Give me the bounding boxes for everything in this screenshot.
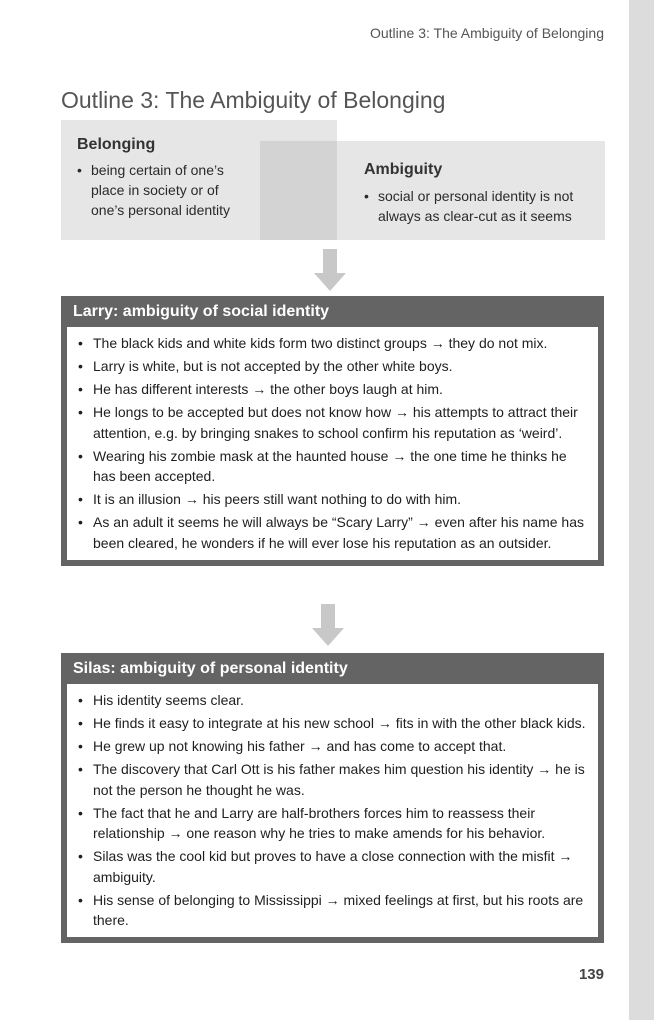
list-item: • The discovery that Carl Ott is his father makes him question his identity → he is not the person he thought he was. [75, 759, 590, 800]
list-item: • His sense of belonging to Mississippi → mixed feelings at first, but his roots are there. [75, 890, 590, 931]
down-arrow-icon [314, 249, 346, 291]
larry-section-body [67, 327, 598, 560]
ambiguity-title: Ambiguity [364, 161, 443, 178]
silas-points-list [75, 690, 590, 931]
list-item: • The fact that he and Larry are half-brothers forces him to reassess their relationship → one reason why he tries to make amends for his behavior. [75, 803, 590, 844]
list-item: • Silas was the cool kid but proves to have a close connection with the misfit → ambiguity. [75, 846, 590, 887]
running-header: Outline 3: The Ambiguity of Belonging [369, 25, 604, 41]
silas-section [61, 653, 604, 943]
list-item: • Larry is white, but is not accepted by the other white boys. [75, 356, 590, 377]
list-item: • Wearing his zombie mask at the haunted house → the one time he thinks he has been accepted. [75, 446, 590, 487]
ambiguity-definition-item: • social or personal identity is not always as clear-cut as it seems [364, 186, 599, 226]
list-item: • His identity seems clear. [75, 690, 590, 711]
belonging-definition-item: • being certain of one’s place in society or of one’s personal identity [77, 160, 257, 220]
list-item: • As an adult it seems he will always be “Scary Larry” → even after his name has been cleared, he wonders if he will ever lose his reputation as an outsider. [75, 512, 590, 553]
list-item: • It is an illusion → his peers still want nothing to do with him. [75, 489, 590, 510]
larry-section [61, 296, 604, 566]
page-title: Outline 3: The Ambiguity of Belonging [61, 87, 446, 113]
larry-section-header: Larry: ambiguity of social identity [73, 303, 330, 320]
ambiguity-definition [364, 186, 599, 226]
larry-points-list [75, 333, 590, 553]
belonging-title: Belonging [77, 136, 156, 153]
page-edge-strip [629, 0, 654, 1020]
silas-section-body [67, 684, 598, 937]
list-item: • He longs to be accepted but does not know how → his attempts to attract their attention, e.g. by bringing snakes to school confirm his reputation as ‘weird’. [75, 402, 590, 443]
belonging-definition [77, 160, 257, 220]
page-number: 139 [578, 966, 604, 983]
silas-section-header: Silas: ambiguity of personal identity [73, 660, 348, 677]
list-item: • He finds it easy to integrate at his new school → fits in with the other black kids. [75, 713, 590, 734]
concept-overlap [260, 141, 337, 240]
list-item: • He has different interests → the other boys laugh at him. [75, 379, 590, 400]
list-item: • He grew up not knowing his father → and has come to accept that. [75, 736, 590, 757]
down-arrow-icon [312, 604, 344, 646]
list-item: • The black kids and white kids form two distinct groups → they do not mix. [75, 333, 590, 354]
